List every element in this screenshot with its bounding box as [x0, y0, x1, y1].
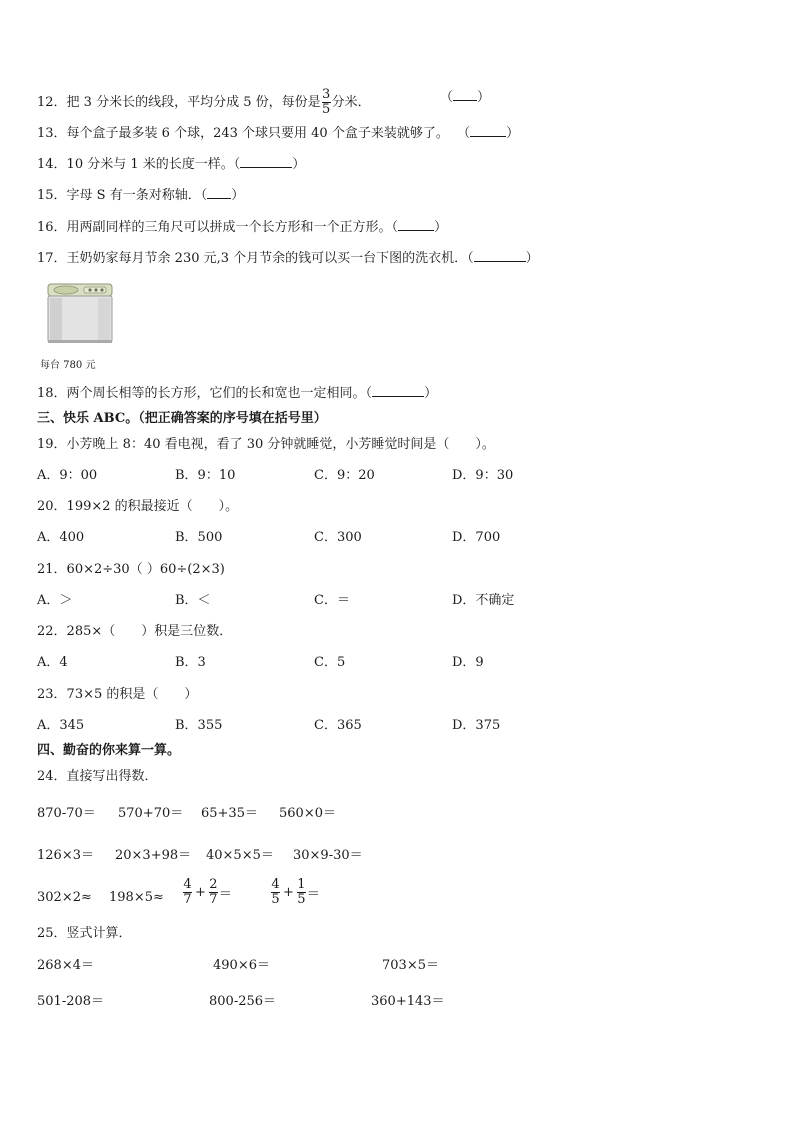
option-a[interactable]: A．4: [37, 655, 68, 670]
question-22: 22．285×（ ）积是三位数．: [37, 624, 233, 639]
calc-item: 800-256＝: [209, 994, 277, 1009]
option-c[interactable]: C．365: [314, 718, 362, 733]
section-4-heading: 四、勤奋的你来算一算。: [37, 743, 181, 758]
calc-item: 20×3+98＝: [115, 848, 192, 863]
question-12-answer[interactable]: （ ）: [440, 90, 491, 105]
calc-item: 870-70＝: [37, 806, 96, 821]
calc-item: 490×6＝: [213, 958, 270, 973]
option-b[interactable]: B．3: [175, 655, 206, 670]
option-b[interactable]: B．9：10: [175, 468, 236, 483]
question-16: 16．用两副同样的三角尺可以拼成一个长方形和一个正方形。（ ）: [37, 220, 448, 235]
calc-item: 703×5＝: [382, 958, 439, 973]
answer-blank[interactable]: [398, 218, 434, 231]
option-b[interactable]: B．355: [175, 718, 223, 733]
question-12: [37, 88, 371, 117]
section-3-heading: 三、快乐 ABC。（把正确答案的序号填在括号里）: [37, 411, 327, 426]
option-a[interactable]: A．345: [37, 718, 85, 733]
answer-blank[interactable]: [453, 88, 477, 101]
question-19: 19．小芳晚上 8：40 看电视，看了 30 分钟就睡觉，小芳睡觉时间是（ ）。: [37, 437, 495, 452]
answer-blank[interactable]: [240, 155, 292, 168]
option-a[interactable]: A．9：00: [37, 468, 98, 483]
option-b[interactable]: B．＜: [175, 593, 211, 608]
answer-blank[interactable]: [474, 249, 526, 262]
option-c[interactable]: C．＝: [314, 593, 350, 608]
question-12-text-b: 分米．: [331, 95, 371, 110]
calc-item: 65+35＝: [201, 806, 258, 821]
calc-item: 570+70＝: [118, 806, 184, 821]
answer-blank[interactable]: [207, 186, 231, 199]
washing-machine-image: [44, 280, 116, 346]
option-d[interactable]: D．不确定: [452, 593, 515, 608]
calc-item: 360+143＝: [371, 994, 445, 1009]
question-18: 18．两个周长相等的长方形，它们的长和宽也一定相同。（ ）: [37, 386, 438, 401]
calc-item: 268×4＝: [37, 958, 94, 973]
calc-item: 198×5≈: [109, 890, 164, 905]
option-a[interactable]: A．＞: [37, 593, 73, 608]
calc-item: 302×2≈: [37, 890, 92, 905]
question-17: 17．王奶奶家每月节余 230 元,3 个月节余的钱可以买一台下图的洗衣机．（ ）: [37, 251, 539, 266]
question-24: 24．直接写出得数．: [37, 769, 158, 784]
option-d[interactable]: D．375: [452, 718, 501, 733]
fraction-3-5: $\frac{3}{5}$: [321, 87, 331, 117]
question-14: 14．10 分米与 1 米的长度一样。（ ）: [37, 157, 306, 172]
calc-item: 560×0＝: [279, 806, 336, 821]
answer-blank[interactable]: [470, 124, 506, 137]
calc-item: 126×3＝: [37, 848, 94, 863]
fraction-sum-1: $\frac{4}{7}$ + $\frac{2}{7}$ ＝: [183, 877, 232, 907]
washing-machine-price-caption: 每台 780 元: [40, 360, 96, 371]
calc-item: 40×5×5＝: [206, 848, 274, 863]
question-25: 25．竖式计算．: [37, 926, 132, 941]
option-c[interactable]: C．300: [314, 530, 362, 545]
option-a[interactable]: A．400: [37, 530, 85, 545]
option-b[interactable]: B．500: [175, 530, 223, 545]
option-c[interactable]: C．9：20: [314, 468, 375, 483]
question-20: 20．199×2 的积最接近（ ）。: [37, 499, 239, 514]
answer-blank[interactable]: [372, 384, 424, 397]
option-d[interactable]: D．700: [452, 530, 501, 545]
question-21: 21．60×2÷30（ ）60÷(2×3): [37, 562, 225, 577]
fraction-sum-2: $\frac{4}{5}$ + $\frac{1}{5}$ ＝: [271, 877, 320, 907]
calc-item: 501-208＝: [37, 994, 105, 1009]
question-12-number: 12: [37, 95, 54, 110]
question-23: 23．73×5 的积是（ ）: [37, 687, 198, 702]
washing-machine-icon: [44, 280, 116, 346]
option-d[interactable]: D．9：30: [452, 468, 514, 483]
question-15: 15．字母 S 有一条对称轴．（ ）: [37, 188, 245, 203]
question-13: 13．每个盒子最多装 6 个球，243 个球只要用 40 个盒子来装就够了。 （ ）: [37, 126, 520, 141]
option-d[interactable]: D．9: [452, 655, 484, 670]
calc-item: 30×9-30＝: [293, 848, 363, 863]
question-12-text-a: ．把 3 分米长的线段，平均分成 5 份，每份是: [53, 95, 321, 110]
option-c[interactable]: C．5: [314, 655, 346, 670]
